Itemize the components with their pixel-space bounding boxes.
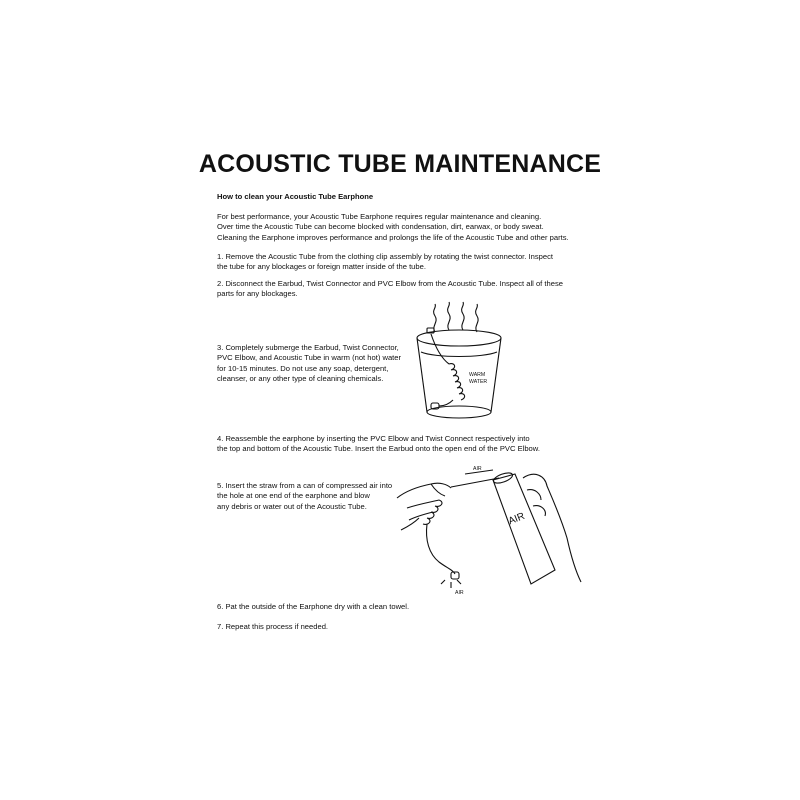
can-label: AIR xyxy=(506,510,527,528)
water-label: WATER xyxy=(469,379,488,385)
section-subtitle: How to clean your Acoustic Tube Earphone xyxy=(217,192,374,201)
air-label-bottom: AIR xyxy=(455,590,464,596)
step-4: 4. Reassemble the earphone by inserting the PVC Elbow and Twist Connect respectively into the top and bottom of the Acoustic Tube. Insert the Earbud onto the open end of the PVC Elbow. xyxy=(217,434,540,454)
step-3: 3. Completely submerge the Earbud, Twist Connector, PVC Elbow, and Acoustic Tube in warm (not hot) water for 10-15 minutes. Do not use any soap, detergent, cleanser, or any other type of cleaning chemicals. xyxy=(217,343,402,384)
page-title: ACOUSTIC TUBE MAINTENANCE xyxy=(198,150,602,178)
intro-paragraph: For best performance, your Acoustic Tube Earphone requires regular maintenance and cleaning. Over time the Acoustic Tube can become blocked with condensation, dirt, earwax, or body sweat. Cleaning the Earphone improves performance and prolongs the life of the Acoustic Tube and other parts. xyxy=(217,212,569,242)
step-7: 7. Repeat this process if needed. xyxy=(217,622,329,631)
compressed-air-illustration xyxy=(395,460,585,595)
step-1: 1. Remove the Acoustic Tube from the clothing clip assembly by rotating the twist connector. Inspect the tube for any blockages or foreign matter inside of the tube. xyxy=(217,252,553,272)
step-2: 2. Disconnect the Earbud, Twist Connector and PVC Elbow from the Acoustic Tube. Inspect all of these parts for any blockages. xyxy=(217,279,563,299)
step-5: 5. Insert the straw from a can of compressed air into the hole at one end of the earphone and blow any debris or water out of the Acoustic Tube. xyxy=(217,481,393,511)
water-soak-illustration xyxy=(405,306,515,426)
warm-label: WARM xyxy=(469,372,486,378)
air-label-top: AIR xyxy=(473,466,482,472)
step-6: 6. Pat the outside of the Earphone dry with a clean towel. xyxy=(217,602,410,611)
